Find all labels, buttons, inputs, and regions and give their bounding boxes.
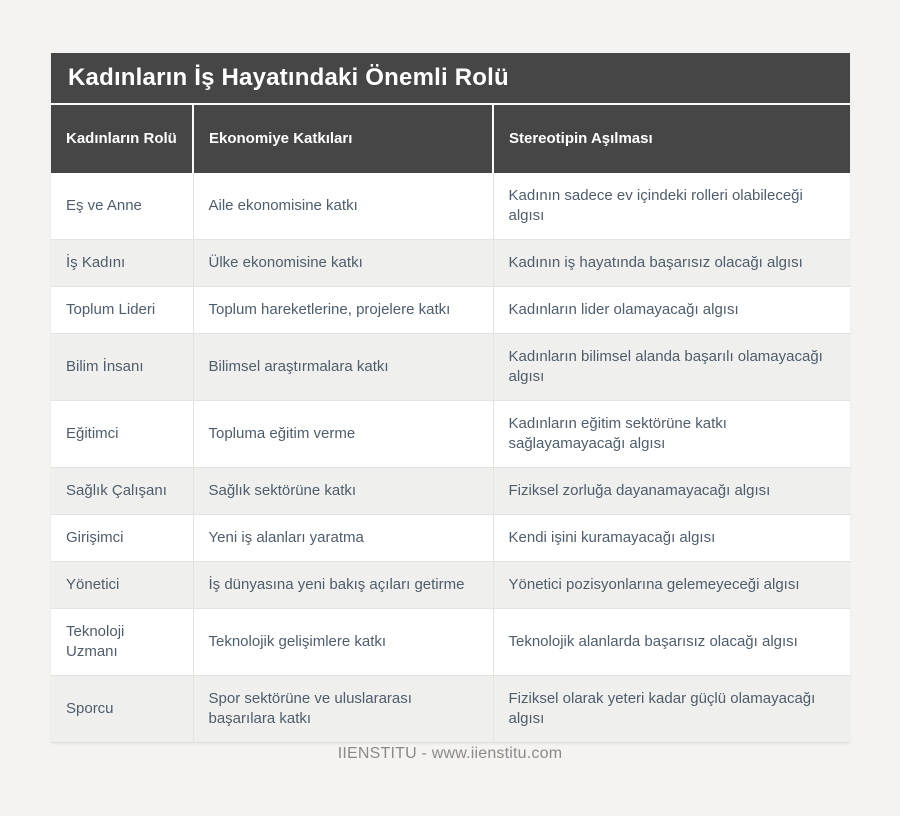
cell-contribution: Spor sektörüne ve uluslararası başarılara katkı: [193, 676, 493, 743]
table-header: [51, 105, 850, 173]
cell-stereotype: Fiziksel olarak yeteri kadar güçlü olamayacağı algısı: [493, 676, 850, 743]
roles-table: [51, 105, 850, 743]
header-row: [51, 105, 850, 173]
cell-contribution: Toplum hareketlerine, projelere katkı: [193, 287, 493, 334]
cell-stereotype: Fiziksel zorluğa dayanamayacağı algısı: [493, 468, 850, 515]
table-title: Kadınların İş Hayatındaki Önemli Rolü: [51, 53, 850, 105]
cell-contribution: Teknolojik gelişimlere katkı: [193, 609, 493, 676]
cell-role: İş Kadını: [51, 240, 193, 287]
cell-stereotype: Yönetici pozisyonlarına gelemeyeceği algısı: [493, 562, 850, 609]
cell-role: Eş ve Anne: [51, 173, 193, 240]
column-header-stereotype: Stereotipin Aşılması: [493, 105, 850, 173]
table-row: [51, 287, 850, 334]
cell-contribution: Topluma eğitim verme: [193, 401, 493, 468]
table-row: [51, 515, 850, 562]
table-row: [51, 609, 850, 676]
table-row: [51, 173, 850, 240]
cell-role: Girişimci: [51, 515, 193, 562]
cell-stereotype: Kadının sadece ev içindeki rolleri olabileceği algısı: [493, 173, 850, 240]
table-row: [51, 562, 850, 609]
cell-contribution: Ülke ekonomisine katkı: [193, 240, 493, 287]
cell-contribution: Aile ekonomisine katkı: [193, 173, 493, 240]
cell-stereotype: Kadınların eğitim sektörüne katkı sağlayamayacağı algısı: [493, 401, 850, 468]
cell-stereotype: Teknolojik alanlarda başarısız olacağı algısı: [493, 609, 850, 676]
table-row: [51, 334, 850, 401]
cell-contribution: Yeni iş alanları yaratma: [193, 515, 493, 562]
footer-credit: IIENSTITU - www.iienstitu.com: [337, 745, 563, 762]
cell-stereotype: Kadınların bilimsel alanda başarılı olamayacağı algısı: [493, 334, 850, 401]
cell-role: Sporcu: [51, 676, 193, 743]
table-card: [51, 53, 850, 743]
column-header-contribution: Ekonomiye Katkıları: [193, 105, 493, 173]
table-body: [51, 173, 850, 743]
cell-contribution: Bilimsel araştırmalara katkı: [193, 334, 493, 401]
cell-contribution: Sağlık sektörüne katkı: [193, 468, 493, 515]
table-row: [51, 468, 850, 515]
cell-role: Sağlık Çalışanı: [51, 468, 193, 515]
table-row: [51, 401, 850, 468]
cell-role: Teknoloji Uzmanı: [51, 609, 193, 676]
cell-role: Bilim İnsanı: [51, 334, 193, 401]
cell-stereotype: Kendi işini kuramayacağı algısı: [493, 515, 850, 562]
table-row: [51, 240, 850, 287]
cell-stereotype: Kadınların lider olamayacağı algısı: [493, 287, 850, 334]
cell-stereotype: Kadının iş hayatında başarısız olacağı algısı: [493, 240, 850, 287]
cell-contribution: İş dünyasına yeni bakış açıları getirme: [193, 562, 493, 609]
cell-role: Toplum Lideri: [51, 287, 193, 334]
cell-role: Yönetici: [51, 562, 193, 609]
cell-role: Eğitimci: [51, 401, 193, 468]
table-row: [51, 676, 850, 743]
column-header-role: Kadınların Rolü: [51, 105, 193, 173]
